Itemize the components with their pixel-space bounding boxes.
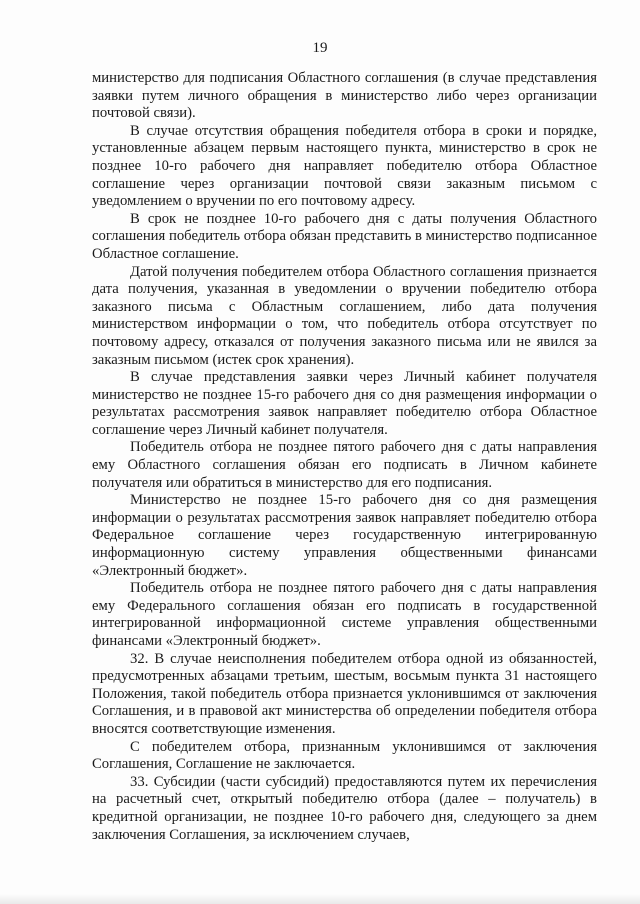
paragraph: В срок не позднее 10-го рабочего дня с даты получения Областного соглашения победитель отбора обязан представить в министерство подписанное Областное соглашение. — [92, 210, 597, 262]
paragraph: В случае отсутствия обращения победителя отбора в сроки и порядке, установленные абзацем первым настоящего пункта, министерство в срок не позднее 10-го рабочего дня направляет победителю отбора Областное соглашение через организации почтовой связи заказным письмом с уведомлением о вручении по его почтовому адресу. — [92, 122, 597, 210]
paragraph: Министерство не позднее 15-го рабочего дня со дня размещения информации о результатах рассмотрения заявок направляет победителю отбора Федеральное соглашение через государственную интегрированную информационную систему управления общественными финансами «Электронный бюджет». — [92, 492, 597, 579]
paragraph: министерство для подписания Областного соглашения (в случае представления заявки путем личного обращения в министерство либо через организации почтовой связи). — [92, 70, 597, 122]
paragraph: С победителем отбора, признанным уклонившимся от заключения Соглашения, Соглашение не заключается. — [92, 738, 597, 773]
paragraph: Победитель отбора не позднее пятого рабочего дня с даты направления ему Федерального соглашения обязан его подписать в государственной интегрированной информационной системе управления общественными финансами «Электронный бюджет». — [92, 580, 597, 649]
paragraph: Датой получения победителем отбора Областного соглашения признается дата получения, указанная в уведомлении о вручении победителю отбора заказного письма с Областным соглашением, либо дата получения министерством информации о том, что победитель отбора отсутствует по почтовому адресу, отказался от получения заказного письма или не явился за заказным письмом (истек срок хранения). — [92, 263, 597, 368]
paragraph: Победитель отбора не позднее пятого рабочего дня с даты направления ему Областного соглашения обязан его подписать в Личном кабинете получателя или обратиться в министерство для его подписания. — [92, 439, 597, 491]
paragraph: В случае представления заявки через Личный кабинет получателя министерство не позднее 15-го рабочего дня со дня размещения информации о результатах рассмотрения заявок направляет победителю отбора Областное соглашение через Личный кабинет получателя. — [92, 369, 597, 438]
scan-edge-shadow — [0, 894, 640, 904]
paragraph-section-32: 32. В случае неисполнения победителем отбора одной из обязанностей, предусмотренных абзацами третьим, шестым, восьмым пункта 31 настоящего Положения, такой победитель отбора признается уклонившимся от заключения Соглашения, и в правовой акт министерства об определении победителя отбора вносятся соответствующие изменения. — [92, 650, 597, 737]
page-number: 19 — [312, 40, 328, 56]
paragraph-section-33: 33. Субсидии (части субсидий) предоставляются путем их перечисления на расчетный счет, открытый победителю отбора (далее – получатель) в кредитной организации, не позднее 10-го рабочего дня, следующего за днем заключения Соглашения, за исключением случаев, — [92, 773, 597, 843]
document-body — [92, 70, 597, 844]
